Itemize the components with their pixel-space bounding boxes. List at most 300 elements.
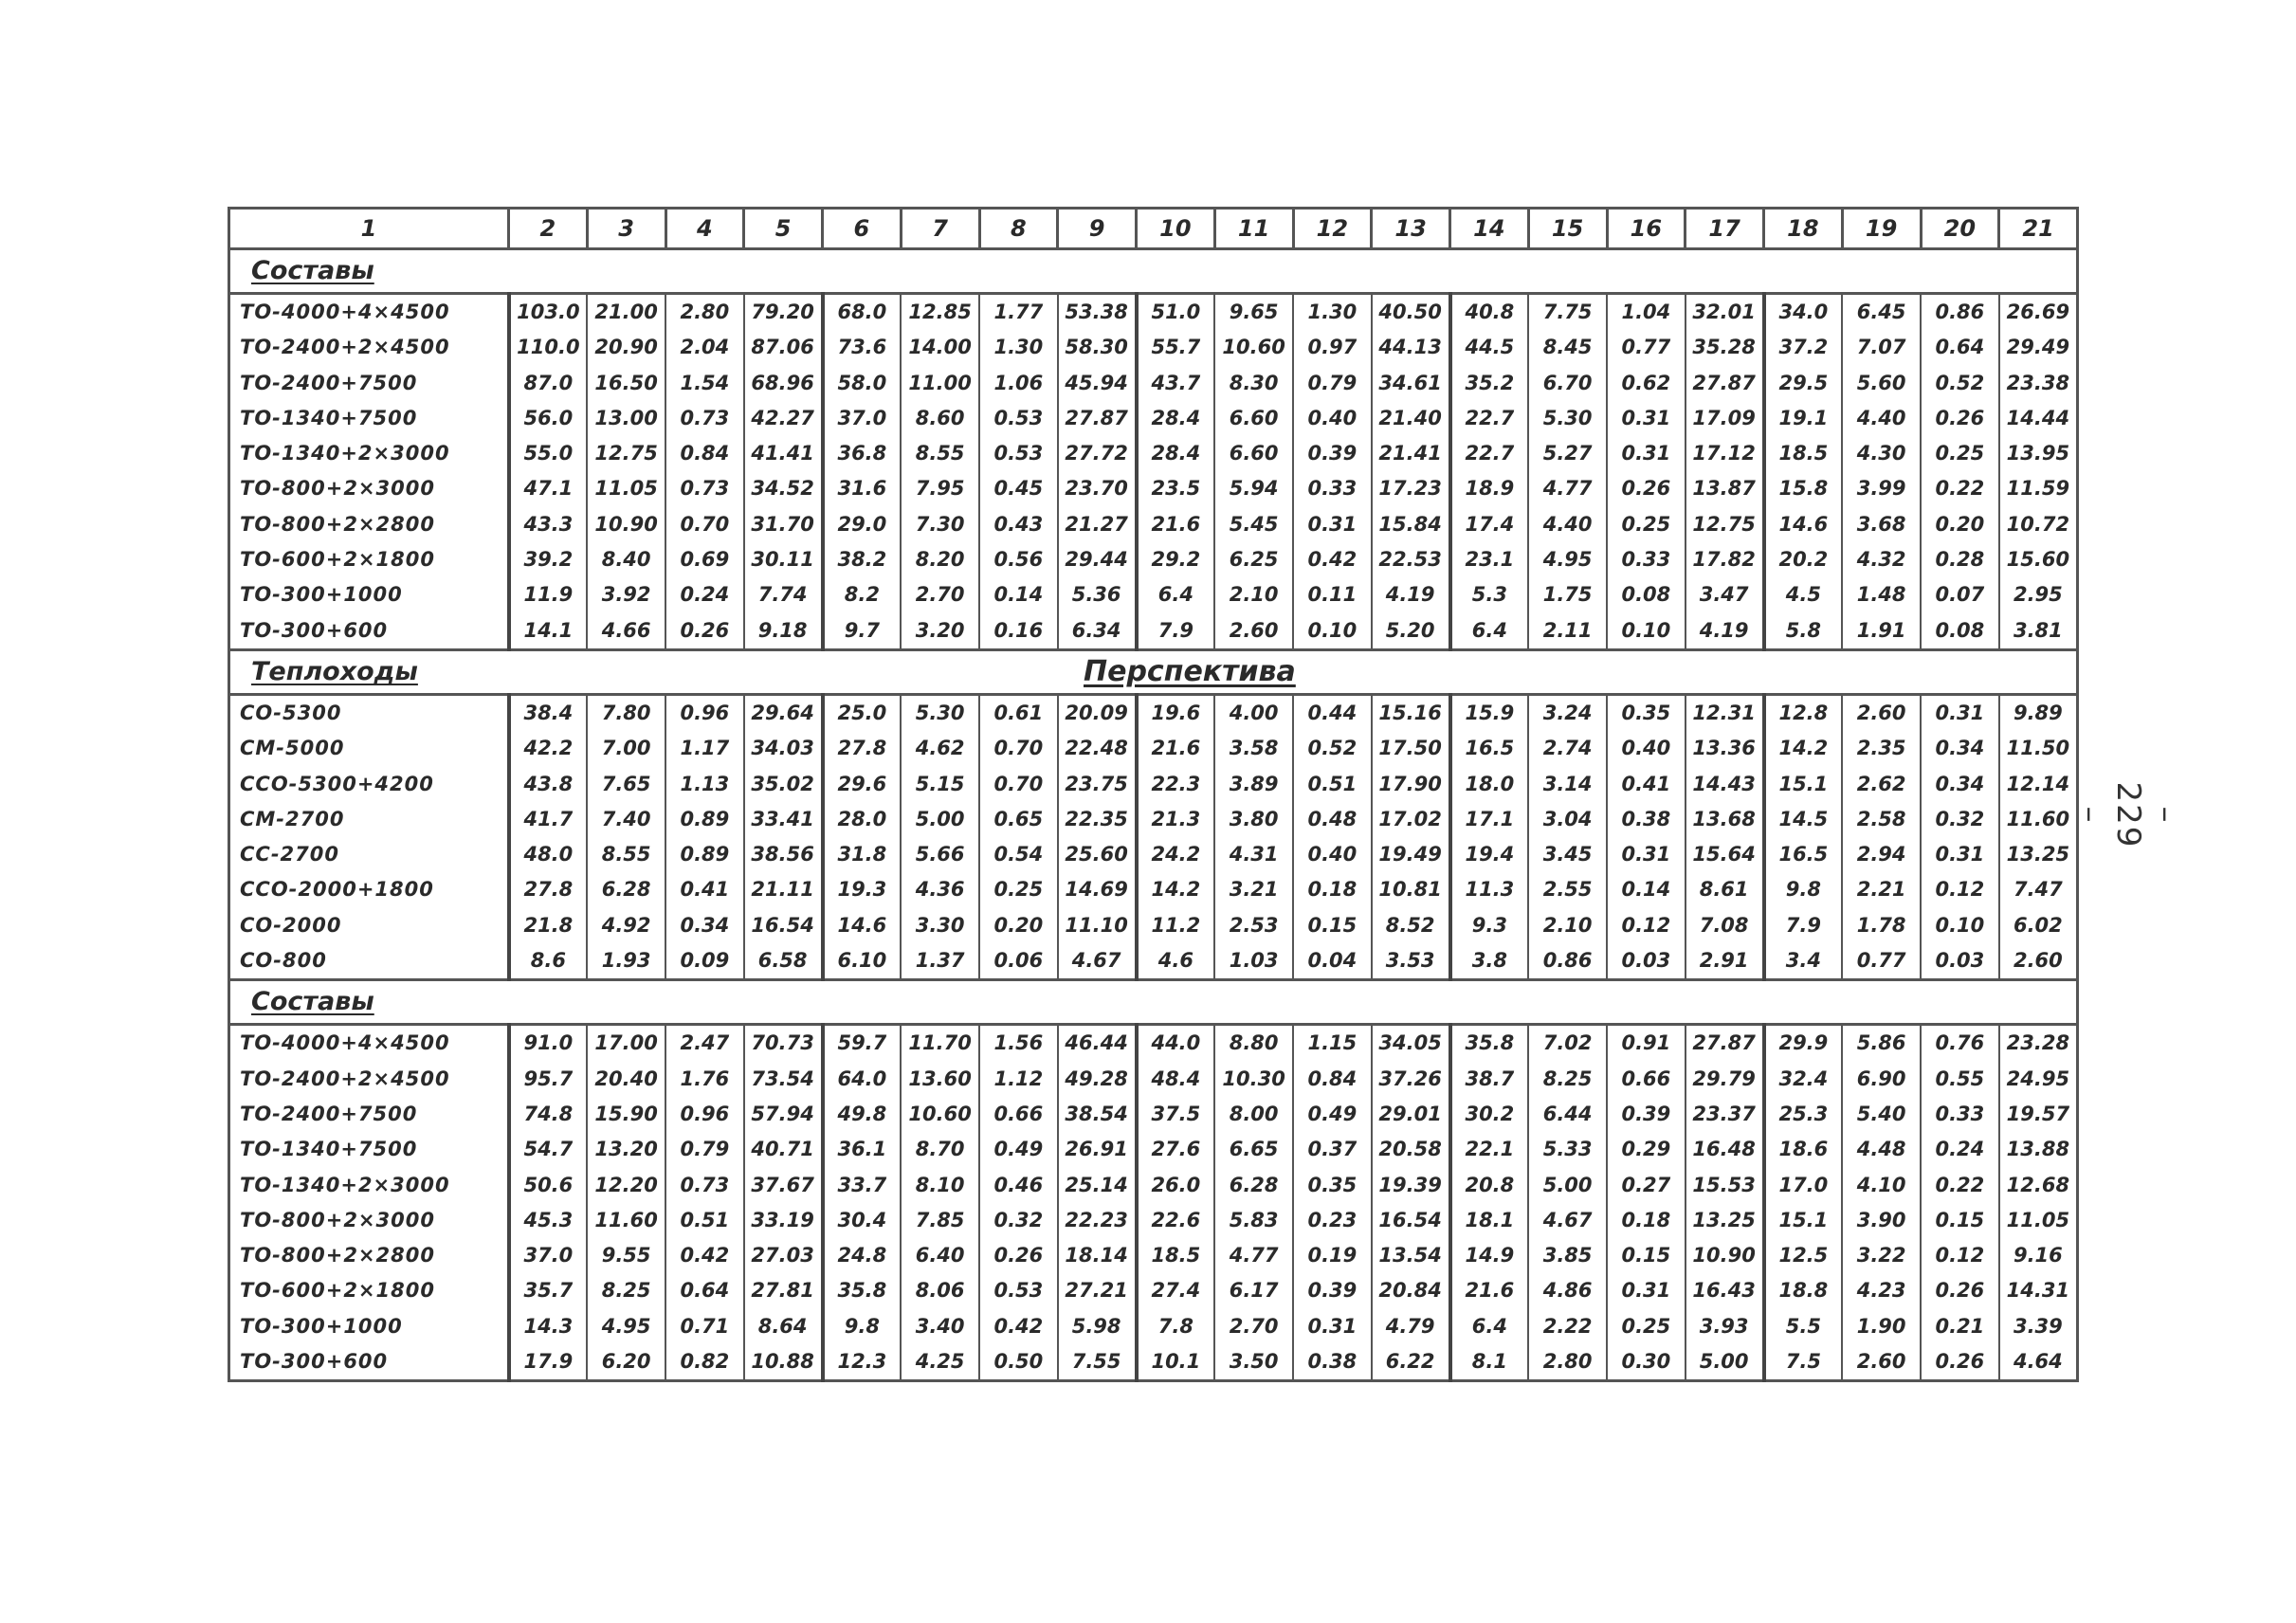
value-cell: 0.45 <box>979 471 1058 506</box>
value-cell: 49.8 <box>823 1097 902 1132</box>
value-cell: 29.44 <box>1058 542 1137 577</box>
value-cell: 5.30 <box>1528 401 1607 436</box>
value-cell: 27.8 <box>823 731 902 766</box>
value-cell: 0.31 <box>1921 694 1999 731</box>
value-cell: 29.64 <box>744 694 823 731</box>
value-cell: 0.65 <box>979 802 1058 837</box>
value-cell: 0.77 <box>1607 330 1686 365</box>
value-cell: 1.17 <box>665 731 744 766</box>
value-cell: 0.35 <box>1607 694 1686 731</box>
value-cell: 15.1 <box>1764 1203 1843 1238</box>
value-cell: 0.09 <box>665 943 744 980</box>
value-cell: 13.25 <box>1686 1203 1764 1238</box>
value-cell: 36.1 <box>823 1132 902 1167</box>
value-cell: 10.90 <box>1686 1238 1764 1273</box>
value-cell: 30.11 <box>744 542 823 577</box>
value-cell: 8.40 <box>587 542 665 577</box>
value-cell: 0.49 <box>1293 1097 1372 1132</box>
value-cell: 0.64 <box>1921 330 1999 365</box>
value-cell: 17.09 <box>1686 401 1764 436</box>
value-cell: 56.0 <box>509 401 588 436</box>
value-cell: 91.0 <box>509 1025 588 1062</box>
value-cell: 21.40 <box>1372 401 1450 436</box>
value-cell: 0.32 <box>1921 802 1999 837</box>
value-cell: 12.75 <box>587 436 665 471</box>
value-cell: 3.99 <box>1842 471 1921 506</box>
value-cell: 0.21 <box>1921 1309 1999 1344</box>
value-cell: 3.68 <box>1842 507 1921 542</box>
value-cell: 2.10 <box>1528 908 1607 943</box>
value-cell: 8.10 <box>901 1168 979 1203</box>
value-cell: 33.7 <box>823 1168 902 1203</box>
value-cell: 2.53 <box>1214 908 1293 943</box>
value-cell: 4.19 <box>1686 613 1764 650</box>
value-cell: 23.37 <box>1686 1097 1764 1132</box>
value-cell: 3.58 <box>1214 731 1293 766</box>
value-cell: 7.00 <box>587 731 665 766</box>
value-cell: 23.70 <box>1058 471 1137 506</box>
value-cell: 6.40 <box>901 1238 979 1273</box>
value-cell: 9.7 <box>823 613 902 650</box>
value-cell: 5.3 <box>1450 577 1529 612</box>
value-cell: 28.0 <box>823 802 902 837</box>
value-cell: 0.15 <box>1607 1238 1686 1273</box>
value-cell: 0.26 <box>1921 401 1999 436</box>
value-cell: 0.27 <box>1607 1168 1686 1203</box>
section-label: Составы <box>251 256 374 285</box>
value-cell: 2.10 <box>1214 577 1293 612</box>
value-cell: 0.25 <box>1607 507 1686 542</box>
value-cell: 27.21 <box>1058 1273 1137 1308</box>
value-cell: 0.03 <box>1921 943 1999 980</box>
value-cell: 2.74 <box>1528 731 1607 766</box>
value-cell: 110.0 <box>509 330 588 365</box>
value-cell: 0.31 <box>1293 1309 1372 1344</box>
value-cell: 3.30 <box>901 908 979 943</box>
value-cell: 0.31 <box>1607 401 1686 436</box>
value-cell: 6.25 <box>1214 542 1293 577</box>
value-cell: 19.49 <box>1372 837 1450 872</box>
value-cell: 37.0 <box>823 401 902 436</box>
value-cell: 7.75 <box>1528 294 1607 331</box>
value-cell: 25.0 <box>823 694 902 731</box>
value-cell: 2.94 <box>1842 837 1921 872</box>
value-cell: 24.95 <box>1999 1062 2078 1097</box>
value-cell: 0.42 <box>665 1238 744 1273</box>
section-header-row <box>229 649 2078 694</box>
column-header-row <box>229 209 2078 249</box>
value-cell: 34.52 <box>744 471 823 506</box>
value-cell: 11.60 <box>587 1203 665 1238</box>
page-number: – 229 – <box>2071 781 2185 849</box>
value-cell: 0.54 <box>979 837 1058 872</box>
value-cell: 2.35 <box>1842 731 1921 766</box>
value-cell: 4.77 <box>1528 471 1607 506</box>
value-cell: 6.02 <box>1999 908 2078 943</box>
row-label-cell: ТО-300+1000 <box>229 1309 509 1344</box>
value-cell: 0.42 <box>1293 542 1372 577</box>
value-cell: 40.8 <box>1450 294 1529 331</box>
value-cell: 13.60 <box>901 1062 979 1097</box>
row-label-cell: СС-2700 <box>229 837 509 872</box>
value-cell: 3.04 <box>1528 802 1607 837</box>
value-cell: 3.81 <box>1999 613 2078 650</box>
value-cell: 4.66 <box>587 613 665 650</box>
value-cell: 0.37 <box>1293 1132 1372 1167</box>
value-cell: 16.43 <box>1686 1273 1764 1308</box>
value-cell: 3.20 <box>901 613 979 650</box>
value-cell: 17.4 <box>1450 507 1529 542</box>
value-cell: 5.33 <box>1528 1132 1607 1167</box>
value-cell: 8.80 <box>1214 1025 1293 1062</box>
value-cell: 11.50 <box>1999 731 2078 766</box>
value-cell: 18.5 <box>1764 436 1843 471</box>
table-row <box>229 330 2078 365</box>
value-cell: 18.1 <box>1450 1203 1529 1238</box>
value-cell: 9.8 <box>1764 872 1843 907</box>
value-cell: 1.77 <box>979 294 1058 331</box>
value-cell: 19.39 <box>1372 1168 1450 1203</box>
value-cell: 1.54 <box>665 366 744 401</box>
value-cell: 18.14 <box>1058 1238 1137 1273</box>
value-cell: 29.5 <box>1764 366 1843 401</box>
value-cell: 41.7 <box>509 802 588 837</box>
value-cell: 95.7 <box>509 1062 588 1097</box>
value-cell: 3.24 <box>1528 694 1607 731</box>
value-cell: 0.31 <box>1921 837 1999 872</box>
value-cell: 1.13 <box>665 767 744 802</box>
value-cell: 48.4 <box>1137 1062 1215 1097</box>
value-cell: 17.00 <box>587 1025 665 1062</box>
value-cell: 0.26 <box>979 1238 1058 1273</box>
value-cell: 19.4 <box>1450 837 1529 872</box>
value-cell: 11.70 <box>901 1025 979 1062</box>
value-cell: 23.38 <box>1999 366 2078 401</box>
data-table <box>228 207 2079 1382</box>
value-cell: 14.00 <box>901 330 979 365</box>
table-row <box>229 943 2078 980</box>
value-cell: 16.5 <box>1450 731 1529 766</box>
value-cell: 4.36 <box>901 872 979 907</box>
value-cell: 5.86 <box>1842 1025 1921 1062</box>
value-cell: 0.10 <box>1607 613 1686 650</box>
value-cell: 5.94 <box>1214 471 1293 506</box>
section-label: Составы <box>251 987 374 1017</box>
value-cell: 19.3 <box>823 872 902 907</box>
value-cell: 0.12 <box>1607 908 1686 943</box>
value-cell: 0.56 <box>979 542 1058 577</box>
table-row <box>229 1309 2078 1344</box>
value-cell: 3.50 <box>1214 1344 1293 1381</box>
row-label-cell: ТО-1340+2×3000 <box>229 436 509 471</box>
value-cell: 55.7 <box>1137 330 1215 365</box>
table-row <box>229 1062 2078 1097</box>
column-header: 11 <box>1214 209 1293 249</box>
value-cell: 55.0 <box>509 436 588 471</box>
value-cell: 8.25 <box>1528 1062 1607 1097</box>
value-cell: 11.2 <box>1137 908 1215 943</box>
value-cell: 6.28 <box>1214 1168 1293 1203</box>
value-cell: 9.3 <box>1450 908 1529 943</box>
value-cell: 6.4 <box>1137 577 1215 612</box>
value-cell: 0.70 <box>665 507 744 542</box>
value-cell: 0.89 <box>665 802 744 837</box>
value-cell: 21.6 <box>1137 507 1215 542</box>
value-cell: 17.9 <box>509 1344 588 1381</box>
value-cell: 0.22 <box>1921 471 1999 506</box>
section-header-cell <box>229 249 2078 294</box>
table-row <box>229 507 2078 542</box>
value-cell: 14.5 <box>1764 802 1843 837</box>
value-cell: 0.50 <box>979 1344 1058 1381</box>
row-label-cell: ТО-600+2×1800 <box>229 1273 509 1308</box>
value-cell: 46.44 <box>1058 1025 1137 1062</box>
value-cell: 7.9 <box>1137 613 1215 650</box>
value-cell: 13.54 <box>1372 1238 1450 1273</box>
value-cell: 18.9 <box>1450 471 1529 506</box>
table-row <box>229 1025 2078 1062</box>
row-label-cell: ТО-600+2×1800 <box>229 542 509 577</box>
value-cell: 45.94 <box>1058 366 1137 401</box>
value-cell: 31.6 <box>823 471 902 506</box>
value-cell: 3.4 <box>1764 943 1843 980</box>
value-cell: 18.0 <box>1450 767 1529 802</box>
value-cell: 37.5 <box>1137 1097 1215 1132</box>
value-cell: 0.86 <box>1528 943 1607 980</box>
column-header: 20 <box>1921 209 1999 249</box>
value-cell: 0.06 <box>979 943 1058 980</box>
value-cell: 1.30 <box>1293 294 1372 331</box>
value-cell: 57.94 <box>744 1097 823 1132</box>
column-header: 9 <box>1058 209 1137 249</box>
value-cell: 42.27 <box>744 401 823 436</box>
value-cell: 7.02 <box>1528 1025 1607 1062</box>
value-cell: 4.10 <box>1842 1168 1921 1203</box>
section-header-cell <box>229 980 2078 1025</box>
column-header: 10 <box>1137 209 1215 249</box>
column-header: 17 <box>1686 209 1764 249</box>
value-cell: 0.26 <box>1607 471 1686 506</box>
value-cell: 21.6 <box>1450 1273 1529 1308</box>
table-row <box>229 577 2078 612</box>
value-cell: 21.41 <box>1372 436 1450 471</box>
value-cell: 13.36 <box>1686 731 1764 766</box>
value-cell: 8.20 <box>901 542 979 577</box>
value-cell: 0.66 <box>979 1097 1058 1132</box>
value-cell: 31.70 <box>744 507 823 542</box>
value-cell: 5.36 <box>1058 577 1137 612</box>
value-cell: 0.41 <box>1607 767 1686 802</box>
value-cell: 0.14 <box>1607 872 1686 907</box>
value-cell: 2.62 <box>1842 767 1921 802</box>
value-cell: 0.77 <box>1842 943 1921 980</box>
value-cell: 43.3 <box>509 507 588 542</box>
value-cell: 6.4 <box>1450 1309 1529 1344</box>
value-cell: 20.84 <box>1372 1273 1450 1308</box>
value-cell: 40.50 <box>1372 294 1450 331</box>
row-label-cell: СО-5300 <box>229 694 509 731</box>
value-cell: 16.54 <box>1372 1203 1450 1238</box>
value-cell: 1.75 <box>1528 577 1607 612</box>
value-cell: 1.37 <box>901 943 979 980</box>
value-cell: 14.2 <box>1137 872 1215 907</box>
value-cell: 5.83 <box>1214 1203 1293 1238</box>
value-cell: 5.15 <box>901 767 979 802</box>
value-cell: 51.0 <box>1137 294 1215 331</box>
value-cell: 28.4 <box>1137 436 1215 471</box>
value-cell: 73.54 <box>744 1062 823 1097</box>
value-cell: 20.58 <box>1372 1132 1450 1167</box>
value-cell: 22.1 <box>1450 1132 1529 1167</box>
value-cell: 28.4 <box>1137 401 1215 436</box>
value-cell: 8.70 <box>901 1132 979 1167</box>
value-cell: 3.8 <box>1450 943 1529 980</box>
value-cell: 0.53 <box>979 436 1058 471</box>
row-label-cell: ТО-2400+7500 <box>229 1097 509 1132</box>
value-cell: 8.00 <box>1214 1097 1293 1132</box>
value-cell: 1.90 <box>1842 1309 1921 1344</box>
value-cell: 8.2 <box>823 577 902 612</box>
value-cell: 0.08 <box>1921 613 1999 650</box>
value-cell: 9.8 <box>823 1309 902 1344</box>
table-row <box>229 1132 2078 1167</box>
value-cell: 8.64 <box>744 1309 823 1344</box>
value-cell: 10.1 <box>1137 1344 1215 1381</box>
value-cell: 10.72 <box>1999 507 2078 542</box>
value-cell: 0.49 <box>979 1132 1058 1167</box>
value-cell: 3.93 <box>1686 1309 1764 1344</box>
value-cell: 19.6 <box>1137 694 1215 731</box>
value-cell: 42.2 <box>509 731 588 766</box>
value-cell: 4.19 <box>1372 577 1450 612</box>
value-cell: 0.30 <box>1607 1344 1686 1381</box>
value-cell: 3.39 <box>1999 1309 2078 1344</box>
value-cell: 16.48 <box>1686 1132 1764 1167</box>
value-cell: 4.00 <box>1214 694 1293 731</box>
value-cell: 8.55 <box>587 837 665 872</box>
data-table-sheet <box>228 207 2076 1382</box>
value-cell: 0.79 <box>665 1132 744 1167</box>
value-cell: 0.34 <box>1921 731 1999 766</box>
value-cell: 27.81 <box>744 1273 823 1308</box>
value-cell: 17.12 <box>1686 436 1764 471</box>
value-cell: 2.55 <box>1528 872 1607 907</box>
row-label-cell: ТО-1340+7500 <box>229 401 509 436</box>
value-cell: 12.68 <box>1999 1168 2078 1203</box>
value-cell: 43.8 <box>509 767 588 802</box>
value-cell: 12.5 <box>1764 1238 1843 1273</box>
value-cell: 53.38 <box>1058 294 1137 331</box>
value-cell: 41.41 <box>744 436 823 471</box>
value-cell: 79.20 <box>744 294 823 331</box>
value-cell: 64.0 <box>823 1062 902 1097</box>
value-cell: 4.5 <box>1764 577 1843 612</box>
value-cell: 11.05 <box>1999 1203 2078 1238</box>
value-cell: 2.60 <box>1999 943 2078 980</box>
value-cell: 12.85 <box>901 294 979 331</box>
value-cell: 6.4 <box>1450 613 1529 650</box>
value-cell: 30.2 <box>1450 1097 1529 1132</box>
value-cell: 3.45 <box>1528 837 1607 872</box>
value-cell: 7.95 <box>901 471 979 506</box>
value-cell: 0.97 <box>1293 330 1372 365</box>
value-cell: 0.39 <box>1293 1273 1372 1308</box>
section-center-title: Перспектива <box>1084 654 1296 688</box>
value-cell: 15.1 <box>1764 767 1843 802</box>
value-cell: 0.12 <box>1921 872 1999 907</box>
value-cell: 38.7 <box>1450 1062 1529 1097</box>
value-cell: 22.35 <box>1058 802 1137 837</box>
value-cell: 1.03 <box>1214 943 1293 980</box>
value-cell: 10.60 <box>1214 330 1293 365</box>
value-cell: 9.89 <box>1999 694 2078 731</box>
value-cell: 37.67 <box>744 1168 823 1203</box>
value-cell: 3.80 <box>1214 802 1293 837</box>
value-cell: 0.25 <box>979 872 1058 907</box>
value-cell: 23.75 <box>1058 767 1137 802</box>
value-cell: 5.60 <box>1842 366 1921 401</box>
value-cell: 20.09 <box>1058 694 1137 731</box>
value-cell: 40.71 <box>744 1132 823 1167</box>
value-cell: 10.90 <box>587 507 665 542</box>
value-cell: 0.03 <box>1607 943 1686 980</box>
value-cell: 26.69 <box>1999 294 2078 331</box>
row-label-cell: ТО-2400+2×4500 <box>229 330 509 365</box>
value-cell: 10.30 <box>1214 1062 1293 1097</box>
table-row <box>229 1168 2078 1203</box>
value-cell: 0.40 <box>1607 731 1686 766</box>
row-label-cell: СМ-5000 <box>229 731 509 766</box>
value-cell: 0.39 <box>1607 1097 1686 1132</box>
value-cell: 38.54 <box>1058 1097 1137 1132</box>
value-cell: 0.24 <box>665 577 744 612</box>
table-row <box>229 731 2078 766</box>
value-cell: 0.11 <box>1293 577 1372 612</box>
value-cell: 6.10 <box>823 943 902 980</box>
value-cell: 14.3 <box>509 1309 588 1344</box>
value-cell: 0.26 <box>665 613 744 650</box>
value-cell: 1.56 <box>979 1025 1058 1062</box>
value-cell: 6.70 <box>1528 366 1607 401</box>
column-header: 16 <box>1607 209 1686 249</box>
value-cell: 0.66 <box>1607 1062 1686 1097</box>
value-cell: 11.60 <box>1999 802 2078 837</box>
column-header: 4 <box>665 209 744 249</box>
value-cell: 0.18 <box>1293 872 1372 907</box>
value-cell: 0.16 <box>979 613 1058 650</box>
column-header: 18 <box>1764 209 1843 249</box>
column-header: 19 <box>1842 209 1921 249</box>
value-cell: 0.70 <box>979 731 1058 766</box>
value-cell: 14.1 <box>509 613 588 650</box>
value-cell: 7.80 <box>587 694 665 731</box>
value-cell: 5.30 <box>901 694 979 731</box>
value-cell: 4.67 <box>1528 1203 1607 1238</box>
value-cell: 6.60 <box>1214 436 1293 471</box>
value-cell: 29.01 <box>1372 1097 1450 1132</box>
value-cell: 22.7 <box>1450 401 1529 436</box>
value-cell: 0.52 <box>1293 731 1372 766</box>
row-label-cell: ТО-2400+2×4500 <box>229 1062 509 1097</box>
value-cell: 18.8 <box>1764 1273 1843 1308</box>
value-cell: 38.56 <box>744 837 823 872</box>
section-header-row <box>229 980 2078 1025</box>
value-cell: 0.62 <box>1607 366 1686 401</box>
value-cell: 7.30 <box>901 507 979 542</box>
value-cell: 35.8 <box>1450 1025 1529 1062</box>
value-cell: 15.53 <box>1686 1168 1764 1203</box>
value-cell: 13.88 <box>1999 1132 2078 1167</box>
